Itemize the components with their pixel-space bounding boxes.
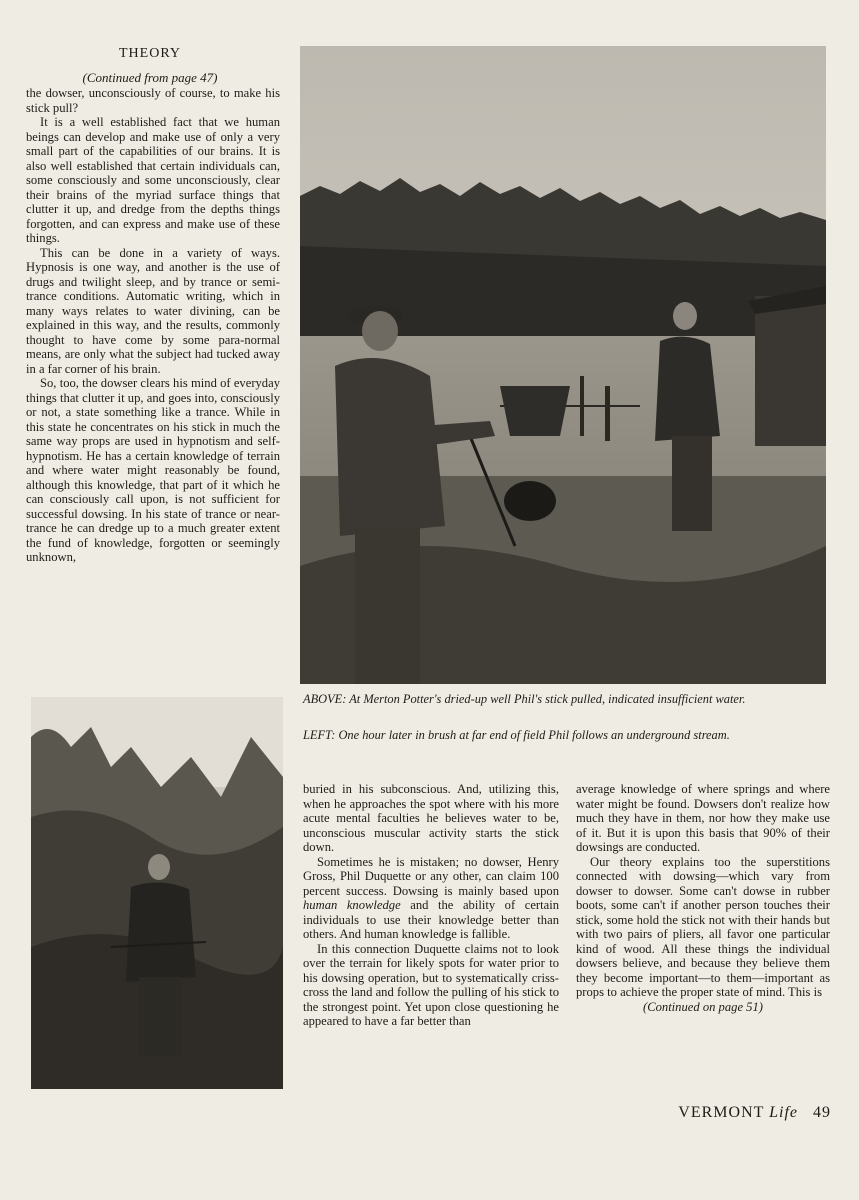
section-heading: THEORY — [119, 46, 181, 61]
left-text-column — [26, 86, 280, 565]
continued-on-note: (Continued on page 51) — [643, 999, 763, 1014]
paragraph: average knowledge of where springs and where water might be found. Dowsers don't realize how much they have in them, nor how they make use of it. But it is upon this basis that 90% of their dowsings are conducted. — [576, 782, 830, 854]
paragraph: Sometimes he is mistaken; no dowser, Henry Gross, Phil Duquette or any other, can claim 100 percent success. Dowsing is mainly based upon human knowledge and the ability of certain individuals to use their knowledge better than others. And human knowledge is fallible. — [303, 854, 559, 941]
paragraph: So, too, the dowser clears his mind of everyday things that clutter it up, and goes into, consciously or not, a state something like a trance. While in this state he concentrates on his stick in much the same way props are used in hypnotism and self-hypnotism. He has a certain knowledge of terrain and where water might reasonably be found, although this knowledge, that part of it which he can consciously call upon, is not sufficient for successful dowsing. In his state of trance or near-trance he can dredge up to a much greater extent the fund of knowledge, forgotten or seemingly unknown, — [26, 376, 280, 564]
photo-dowser-at-well — [300, 46, 826, 684]
magazine-name: VERMONT — [678, 1104, 765, 1121]
emphasis-text: human knowledge — [303, 898, 401, 912]
page-footer — [678, 1104, 831, 1122]
paragraph: the dowser, unconsciously of course, to make his stick pull? — [26, 86, 280, 115]
caption-above: ABOVE: At Merton Potter's dried-up well Phil's stick pulled, indicated insufficient water. — [303, 692, 746, 706]
continued-from-note: (Continued from page 47) — [82, 70, 218, 85]
caption-left: LEFT: One hour later in brush at far end of field Phil follows an underground stream. — [303, 728, 730, 742]
paragraph: Our theory explains too the superstitions connected with dowsing—which vary from dowser to dowser. Some can't dowse in rubber boots, some can't if another person touches their stick, some hold the stick not with their hands but with two pairs of pliers, all favor one particular kind of wood. All these things the individual dowsers believe, and because they believe them they become important—to them—important as props to achieve the proper state of mind. This is — [576, 854, 830, 999]
bottom-text-column-1 — [303, 782, 559, 1029]
paragraph: This can be done in a variety of ways. Hypnosis is one way, and another is the use of drugs and twilight sleep, and by trance or semi-trance conditions. Automatic writing, which in many ways relates to water divining, can be explained in this way, and the results, commonly thought to have come by some para-normal means, are only what the subject had tucked away in a far corner of his brain. — [26, 245, 280, 376]
page-number: 49 — [813, 1104, 831, 1121]
bottom-text-column-2 — [576, 782, 830, 1014]
paragraph: buried in his subconscious. And, utilizing this, when he approaches the spot where with his more acute mental faculties he believes water to be, unconscious muscular activity starts the stick down. — [303, 782, 559, 854]
photo-dowser-in-brush — [31, 697, 283, 1089]
paragraph: In this connection Duquette claims not to look over the terrain for likely spots for water prior to his dowsing operation, but to systematically criss-cross the land and follow the pulling of his stick to the strongest point. Yet upon close questioning he appeared to have a far better than — [303, 941, 559, 1028]
paragraph: It is a well established fact that we human beings can develop and make use of only a very small part of the capabilities of our brains. It is also well established that certain individuals can, some consciously and some unconsciously, clear their brains of the myriad surface things that clutter it up, and dredge from the depths things forgotten, and can express and make use of these things. — [26, 115, 280, 245]
magazine-name-life: Life — [769, 1104, 798, 1121]
